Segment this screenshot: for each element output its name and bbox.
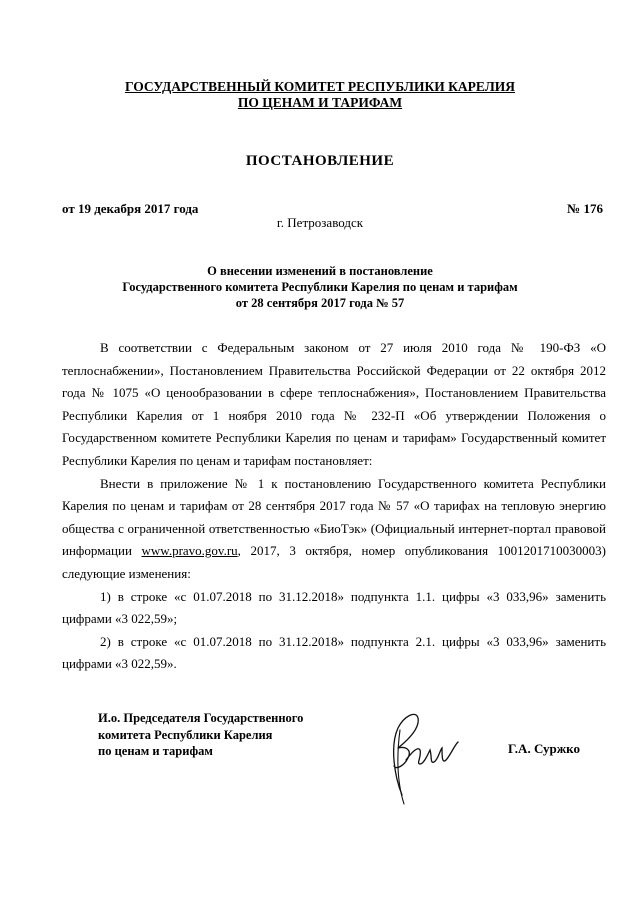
subject-line-3: от 28 сентября 2017 года № 57 — [235, 296, 405, 310]
signer-title-line-3: по ценам и тарифам — [98, 744, 213, 758]
signer-title — [98, 710, 303, 760]
signer-name: Г.А. Суржко — [508, 741, 580, 756]
document-number: № 176 — [567, 201, 603, 216]
signer-title-line-1: И.о. Председателя Государственного — [98, 711, 304, 725]
change-item-2: 2) в строке «с 01.07.2018 по 31.12.2018» подпункта 2.1. цифры «3 033,96» заменить цифрами «3 022,59». — [62, 633, 606, 672]
handwritten-signature-icon — [372, 700, 468, 810]
change-item-1: 1) в строке «с 01.07.2018 по 31.12.2018» подпункта 1.1. цифры «3 033,96» заменить цифрами «3 022,59»; — [62, 588, 606, 627]
document-subject — [0, 263, 640, 311]
org-name-line-1: ГОСУДАРСТВЕННЫЙ КОМИТЕТ РЕСПУБЛИКИ КАРЕЛИЯ — [124, 79, 516, 94]
document-title: ПОСТАНОВЛЕНИЕ — [245, 153, 395, 169]
document-city: г. Петрозаводск — [276, 215, 364, 230]
pravo-gov-link[interactable]: www.pravo.gov.ru — [141, 543, 238, 559]
document-body — [62, 337, 606, 676]
resolution-text-start: Внести в приложение № 1 к постановлению Государственного комитета Республики Карелия по ценам и тарифам от 28 сентября 2017 года № 57 «О тарифах на тепловую энергию общества с ограниченной ответственностью «БиоТэк» (Официальный интернет-портал правовой информации — [62, 475, 606, 559]
resolution-text-end: , 2017, 3 октября, номер опубликования 1001201710030003) следующие изменения: — [62, 543, 607, 581]
org-name-line-2: ПО ЦЕНАМ И ТАРИФАМ — [237, 95, 403, 110]
resolution-paragraph — [62, 473, 606, 586]
subject-line-2: Государственного комитета Республики Карелия по ценам и тарифам — [122, 280, 518, 294]
subject-line-1: О внесении изменений в постановление — [207, 264, 433, 278]
document-date: от 19 декабря 2017 года — [62, 201, 199, 216]
preamble-paragraph: В соответствии с Федеральным законом от 27 июля 2010 года № 190-ФЗ «О теплоснабжении», Постановлением Правительства Российской Федерации от 22 октября 2012 года № 1075 «О ценообразовании в сфере теплоснабжения», Постановлением Правительства Республики Карелия от 1 ноября 2010 года № 232-П «Об утверждении Положения о Государственном комитете Республики Карелия по ценам и тарифам» Государственный комитет Республики Карелия по ценам и тарифам постановляет: — [62, 340, 606, 468]
signer-title-line-2: комитета Республики Карелия — [98, 727, 273, 742]
